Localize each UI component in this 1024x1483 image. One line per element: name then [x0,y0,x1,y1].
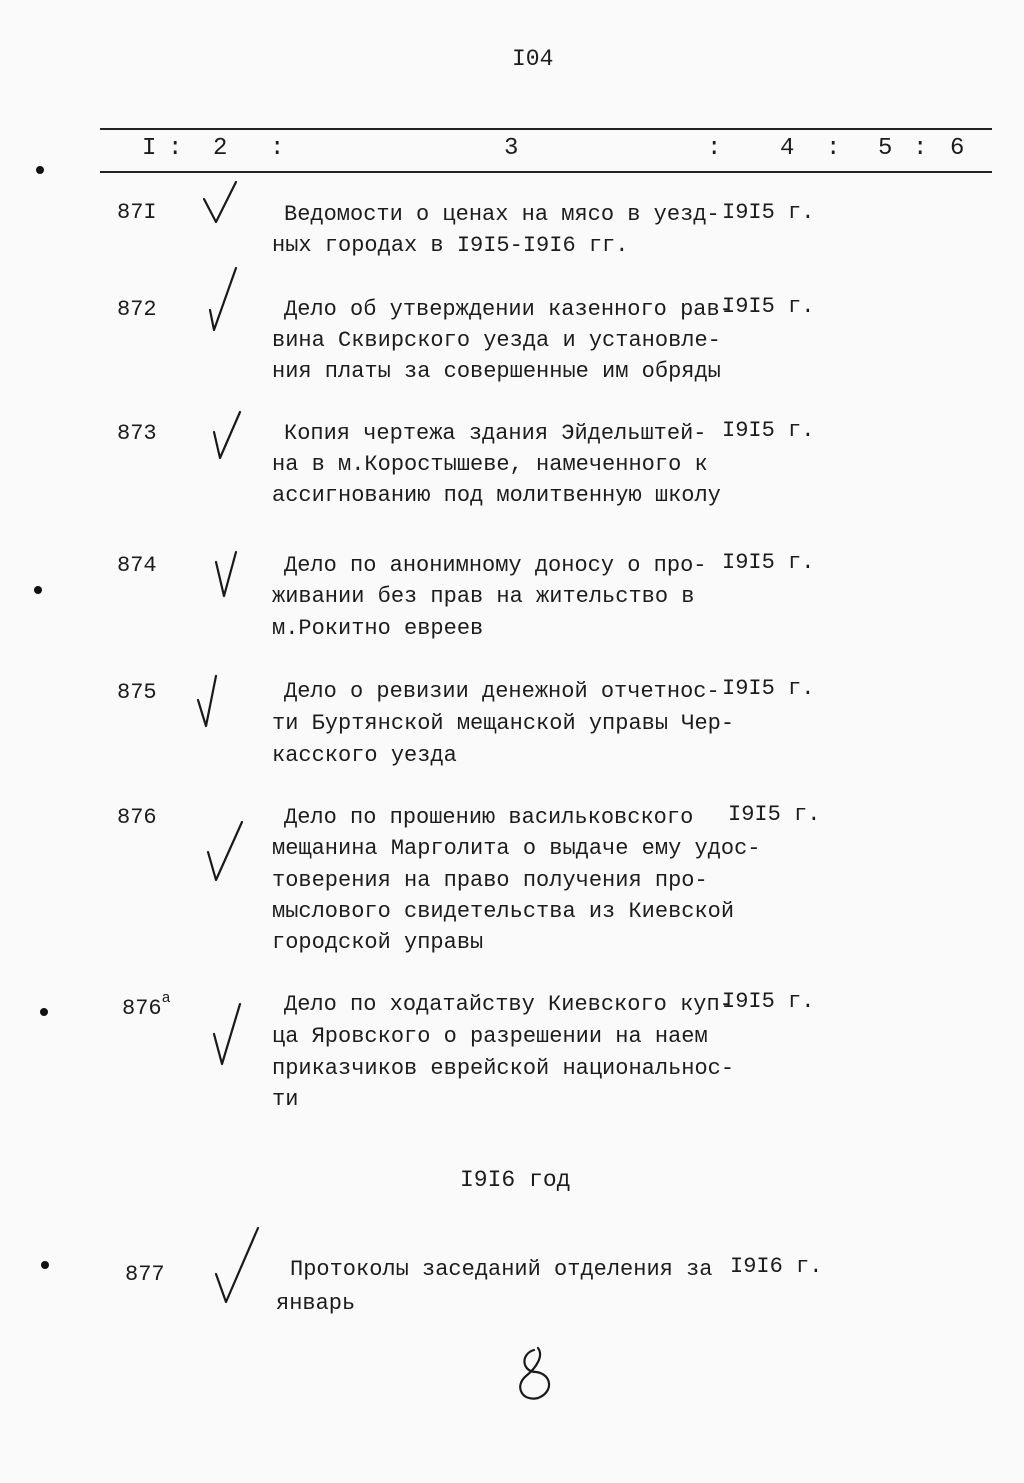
column-separator: : [913,135,928,162]
entry-description-line: Дело по анонимному доносу о про- [284,553,707,578]
entry-description-line: Дело по прошению васильковского [284,805,694,830]
scan-speck [40,1008,48,1016]
check-mark-icon [210,268,236,330]
entry-number: 87I [117,200,157,225]
page-number: I04 [512,46,554,72]
entry-year: I9I5 г. [722,418,815,443]
column-header-4: 4 [780,135,795,162]
column-header-2: 2 [213,135,228,162]
entry-description-line: мещанина Марголита о выдаче ему удос- [272,836,761,861]
scan-speck [41,1261,49,1269]
entry-description-line: вина Сквирского уезда и установле- [272,328,721,353]
header-bottom-rule [100,171,992,173]
entry-description-line: Протоколы заседаний отделения за [290,1257,713,1282]
entry-year: I9I5 г. [728,802,821,827]
column-header-5: 5 [878,135,893,162]
entry-year: I9I6 г. [730,1254,823,1279]
entry-description-line: живании без прав на жительство в [272,584,695,609]
handwritten-page-number-drawing [520,1348,549,1399]
entry-number-superscript: а [161,990,171,1007]
entry-description-line: м.Рокитно евреев [272,616,484,641]
entry-description-line: ти Буртянской мещанской управы Чер- [272,711,735,736]
entry-description-line: на в м.Коростышеве, намеченного к [272,452,708,477]
check-mark-icon [216,1228,258,1302]
entry-number: 872 [117,297,157,322]
entry-description-line: товерения на право получения про- [272,868,708,893]
check-mark-icon [214,1004,240,1064]
entry-description-line: январь [276,1291,356,1316]
entry-year: I9I5 г. [722,989,815,1014]
column-separator: : [168,135,183,162]
column-header-6: 6 [950,135,965,162]
entry-number: 874 [117,553,157,578]
entry-description-line: городской управы [272,930,484,955]
scan-speck [36,166,44,174]
entry-year: I9I5 г. [722,550,815,575]
check-mark-icon [208,822,242,880]
section-heading: I9I6 год [460,1167,571,1193]
entry-number: 875 [117,680,157,705]
entry-year: I9I5 г. [722,294,815,319]
entry-description-line: ассигнованию под молитвенную школу [272,483,721,508]
entry-description-line: Копия чертежа здания Эйдельштей- [284,421,707,446]
entry-number: 877 [125,1262,165,1287]
entry-number [122,990,171,1021]
header-top-rule [100,128,992,130]
scan-speck [34,586,42,594]
entry-description-line: мыслового свидетельства из Киевской [272,899,735,924]
column-header-3: 3 [504,135,519,162]
entry-description-line: ных городах в I9I5-I9I6 гг. [272,233,629,258]
column-separator: : [707,135,722,162]
check-mark-icon [216,552,236,596]
column-header-1: I [142,135,157,162]
entry-description-line: Ведомости о ценах на мясо в уезд- [284,202,720,227]
entry-number-base: 876 [122,996,162,1021]
column-separator: : [826,135,841,162]
entry-description-line: Дело по ходатайству Киевского куп- [284,992,733,1017]
check-mark-icon [198,676,216,726]
entry-description-line: ца Яровского о разрешении на наем [272,1024,708,1049]
entry-description-line: ния платы за совершенные им обряды [272,359,721,384]
entry-number: 876 [117,805,157,830]
entry-year: I9I5 г. [722,676,815,701]
entry-description-line: Дело о ревизии денежной отчетнос- [284,679,720,704]
entry-description-line: ти [272,1087,299,1112]
entry-description-line: Дело об утверждении казенного рав- [284,297,733,322]
entry-number: 873 [117,421,157,446]
entry-description-line: приказчиков еврейской национальнос- [272,1056,735,1081]
entry-year: I9I5 г. [722,200,815,225]
check-mark-icon [214,412,240,458]
entry-description-line: касского уезда [272,743,457,768]
check-mark-icon [204,182,236,222]
column-separator: : [270,135,285,162]
